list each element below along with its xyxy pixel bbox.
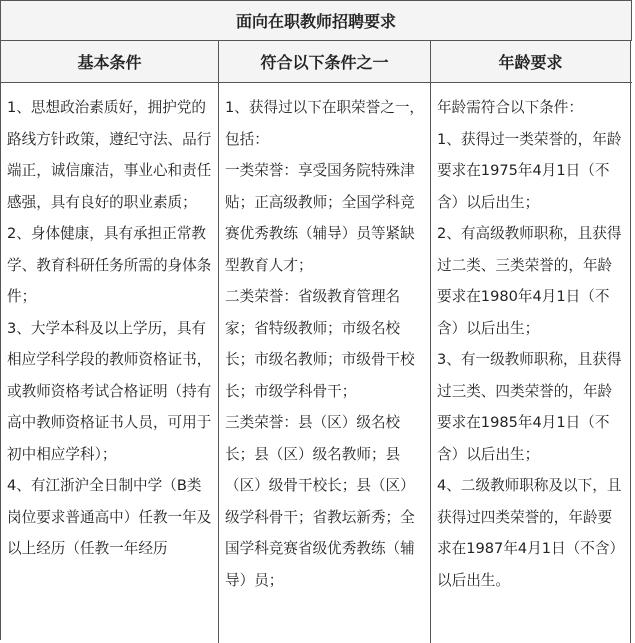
age-requirements-cell (431, 83, 631, 643)
basic-condition-1: 1、思想政治素质好，拥护党的路线方针政策，遵纪守法、品行端正，诚信廉洁，事业心和责任感强，具有良好的职业素质； (7, 99, 212, 211)
age-intro: 年龄需符合以下条件： (437, 99, 583, 116)
age-requirement-1: 1、获得过一类荣誉的，年龄要求在1975年4月1日（不含）以后出生； (437, 130, 622, 211)
basic-condition-3: 3、大学本科及以上学历，具有相应学科学段的教师资格证书，或教师资格考试合格证明（持有高中教师资格证书人员，可用于初中相应学科）； (7, 319, 212, 463)
table-header-row (1, 41, 632, 83)
age-requirement-3: 3、有一级教师职称，且获得过三类、四类荣誉的，年龄要求在1985年4月1日（不含）以后出生； (437, 351, 622, 463)
meet-one-of-cell (219, 83, 431, 643)
age-requirement-2: 2、有高级教师职称，且获得过二类、三类荣誉的，年龄要求在1980年4月1日（不含）以后出生； (437, 225, 622, 337)
basic-condition-2: 2、身体健康，具有承担正常教学、教育科研任务所需的身体条件； (7, 225, 212, 305)
table-body-row (1, 83, 632, 643)
basic-conditions-cell (1, 83, 219, 643)
header-age-requirements: 年龄要求 (431, 41, 631, 82)
honor-class-1: 一类荣誉：享受国务院特殊津贴；正高级教师；全国学科竞赛优秀教练（辅导）员等紧缺型教育人才； (225, 162, 415, 274)
header-basic-conditions: 基本条件 (1, 41, 219, 82)
age-requirement-4: 4、二级教师职称及以下，且获得过四类荣誉的，年龄要求在1987年4月1日（不含）以后出生。 (437, 477, 625, 589)
honor-intro: 1、获得过以下在职荣誉之一，包括： (225, 99, 425, 148)
header-meet-one-of: 符合以下条件之一 (219, 41, 431, 82)
honor-class-3: 三类荣誉：县（区）级名校长；县（区）级名教师；县（区）级骨干校长；县（区）级学科骨干；省教坛新秀；全国学科竞赛省级优秀教练（辅导）员； (225, 414, 415, 589)
honor-class-2: 二类荣誉：省级教育管理名家；省特级教师；市级名校长；市级名教师；市级骨干校长；市级学科骨干； (225, 288, 415, 400)
basic-condition-4: 4、有江浙沪全日制中学（B类岗位要求普通高中）任教一年及以上经历（任教一年经历 (7, 477, 212, 557)
table-title: 面向在职教师招聘要求 (1, 1, 632, 41)
